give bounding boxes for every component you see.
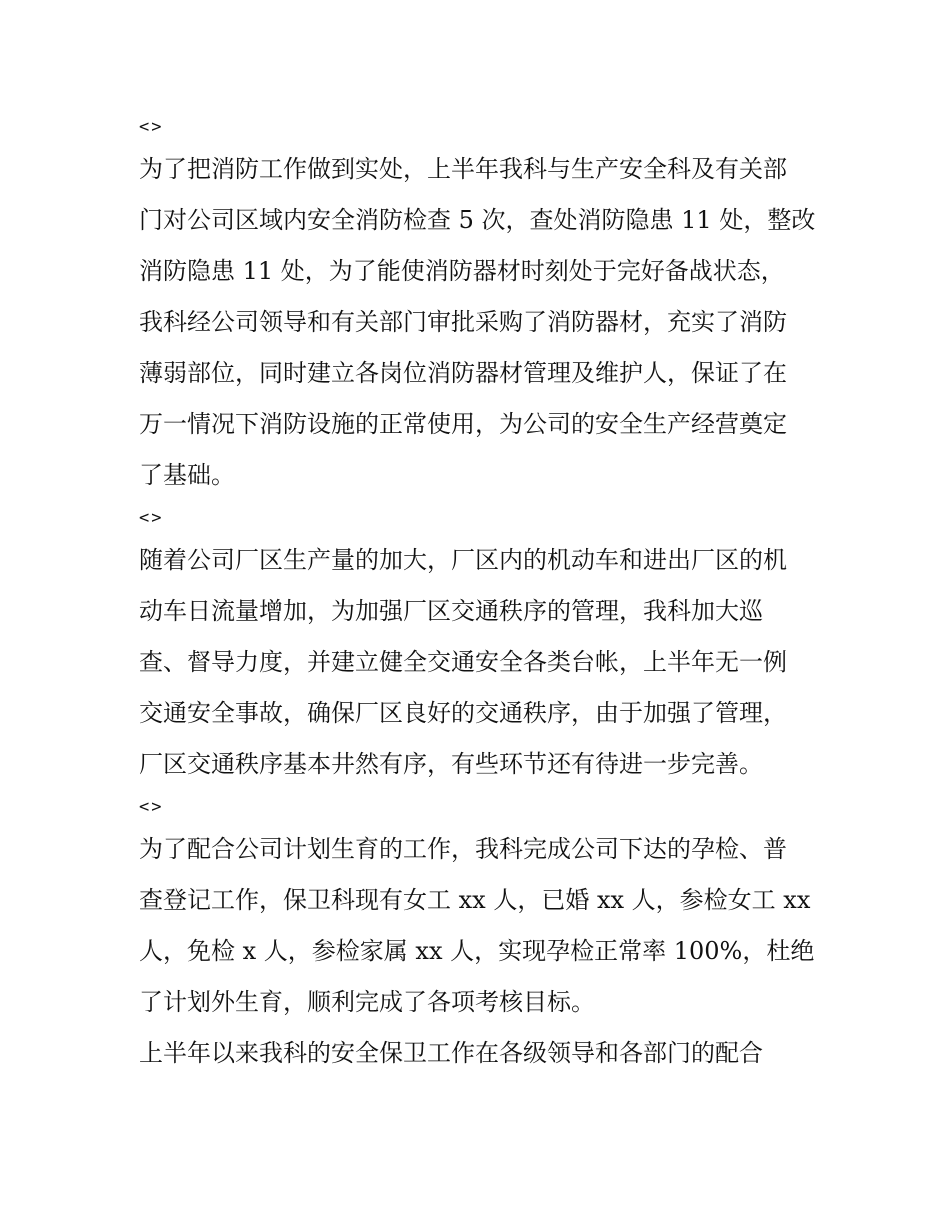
paragraph-summary: [139, 1028, 819, 1079]
paragraph-line: 为了把消防工作做到实处，上半年我科与生产安全科及有关部: [139, 155, 787, 183]
paragraph-line: 万一情况下消防设施的正常使用，为公司的安全生产经营奠定: [139, 410, 787, 438]
paragraph-line: 门对公司区域内安全消防检查 5 次，查处消防隐患 11 处，整改: [139, 206, 816, 234]
section-marker: <>: [139, 117, 164, 137]
document-body: [139, 110, 819, 1079]
paragraph-line: 薄弱部位，同时建立各岗位消防器材管理及维护人，保证了在: [139, 359, 787, 387]
paragraph-line: 厂区交通秩序基本井然有序，有些环节还有待进一步完善。: [139, 750, 763, 778]
paragraph-line: 消防隐患 11 处，为了能使消防器材时刻处于完好备战状态，: [139, 257, 785, 285]
section-marker: <>: [139, 508, 164, 528]
paragraph-line: 交通安全事故，确保厂区良好的交通秩序，由于加强了管理，: [139, 699, 787, 727]
paragraph-line: 人，免检 x 人，参检家属 xx 人，实现孕检正常率 100%，杜绝: [139, 937, 815, 965]
paragraph-line: 了基础。: [139, 461, 235, 489]
paragraph-line: 动车日流量增加，为加强厂区交通秩序的管理，我科加大巡: [139, 597, 763, 625]
paragraph-family-planning: [139, 824, 819, 1028]
paragraph-line: 查登记工作，保卫科现有女工 xx 人，已婚 xx 人，参检女工 xx: [139, 886, 811, 914]
paragraph-line: 我科经公司领导和有关部门审批采购了消防器材，充实了消防: [139, 308, 787, 336]
paragraph-line: 为了配合公司计划生育的工作，我科完成公司下达的孕检、普: [139, 835, 787, 863]
paragraph-line: 随着公司厂区生产量的加大，厂区内的机动车和进出厂区的机: [139, 546, 787, 574]
paragraph-traffic-safety: [139, 535, 819, 790]
paragraph-fire-safety: [139, 144, 819, 501]
paragraph-line: 上半年以来我科的安全保卫工作在各级领导和各部门的配合: [139, 1039, 763, 1067]
section-marker: <>: [139, 797, 164, 817]
paragraph-line: 查、督导力度，并建立健全交通安全各类台帐，上半年无一例: [139, 648, 787, 676]
paragraph-line: 了计划外生育，顺利完成了各项考核目标。: [139, 988, 595, 1016]
